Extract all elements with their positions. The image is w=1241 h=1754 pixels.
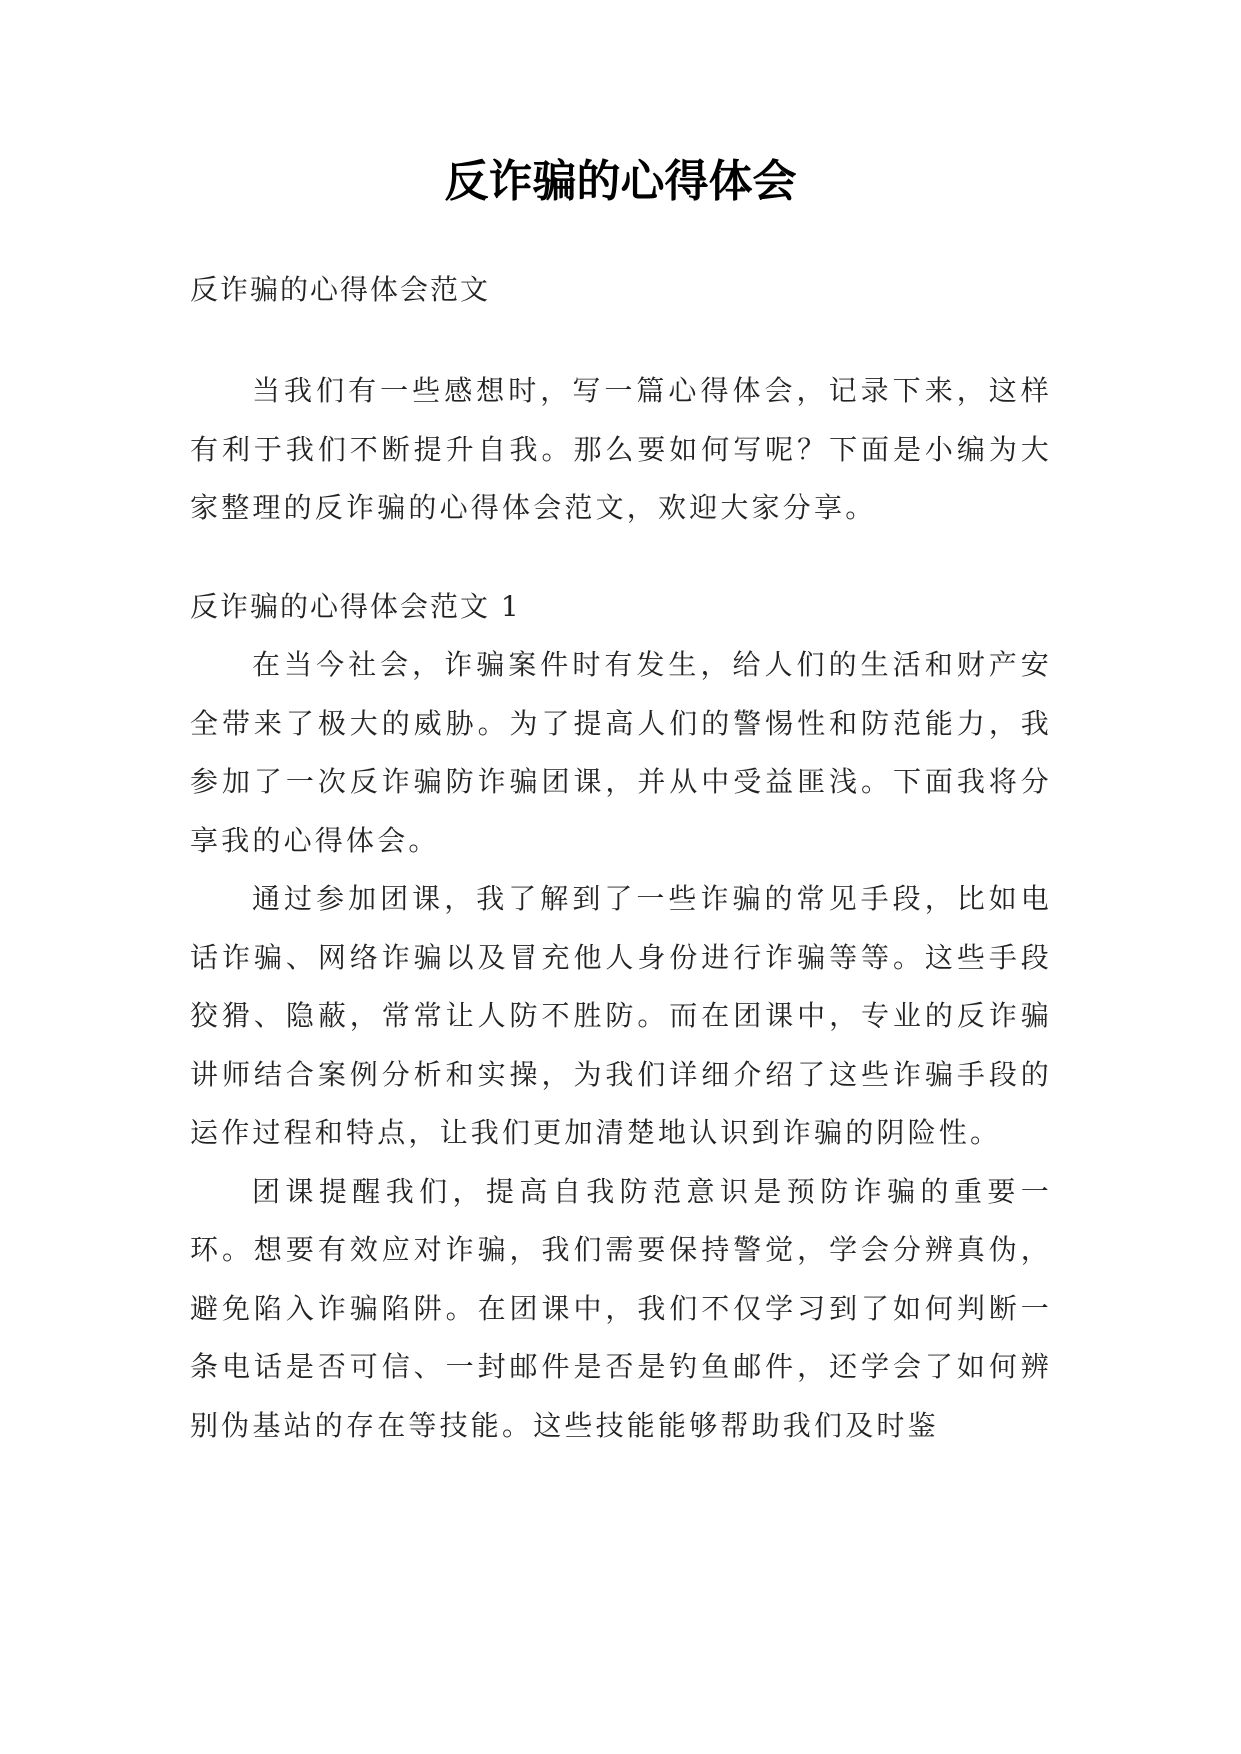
document-title: 反诈骗的心得体会 bbox=[444, 156, 797, 207]
body-paragraph: 在当今社会，诈骗案件时有发生，给人们的生活和财产安全带来了极大的威胁。为了提高人们的警惕性和防范能力，我参加了一次反诈骗防诈骗团课，并从中受益匪浅。下面我将分享我的心得体会。 bbox=[190, 648, 1052, 857]
spacer bbox=[190, 322, 1052, 362]
spacer bbox=[190, 538, 1052, 578]
section-heading: 反诈骗的心得体会范文 1 bbox=[190, 589, 521, 623]
intro-paragraph: 当我们有一些感想时，写一篇心得体会，记录下来，这样有利于我们不断提升自我。那么要如何写呢？下面是小编为大家整理的反诈骗的心得体会范文，欢迎大家分享。 bbox=[190, 374, 1052, 524]
body-paragraph: 通过参加团课，我了解到了一些诈骗的常见手段，比如电话诈骗、网络诈骗以及冒充他人身份进行诈骗等等。这些手段狡猾、隐蔽，常常让人防不胜防。而在团课中，专业的反诈骗讲师结合案例分析和实操，为我们详细介绍了这些诈骗手段的运作过程和特点，让我们更加清楚地认识到诈骗的阴险性。 bbox=[190, 882, 1052, 1149]
document-subtitle: 反诈骗的心得体会范文 bbox=[190, 273, 491, 306]
document-body bbox=[190, 258, 1052, 1455]
body-paragraph: 团课提醒我们，提高自我防范意识是预防诈骗的重要一环。想要有效应对诈骗，我们需要保持警觉，学会分辨真伪，避免陷入诈骗陷阱。在团课中，我们不仅学习到了如何判断一条电话是否可信、一封邮件是否是钓鱼邮件，还学会了如何辨别伪基站的存在等技能。这些技能能够帮助我们及时鉴 bbox=[190, 1174, 1052, 1442]
